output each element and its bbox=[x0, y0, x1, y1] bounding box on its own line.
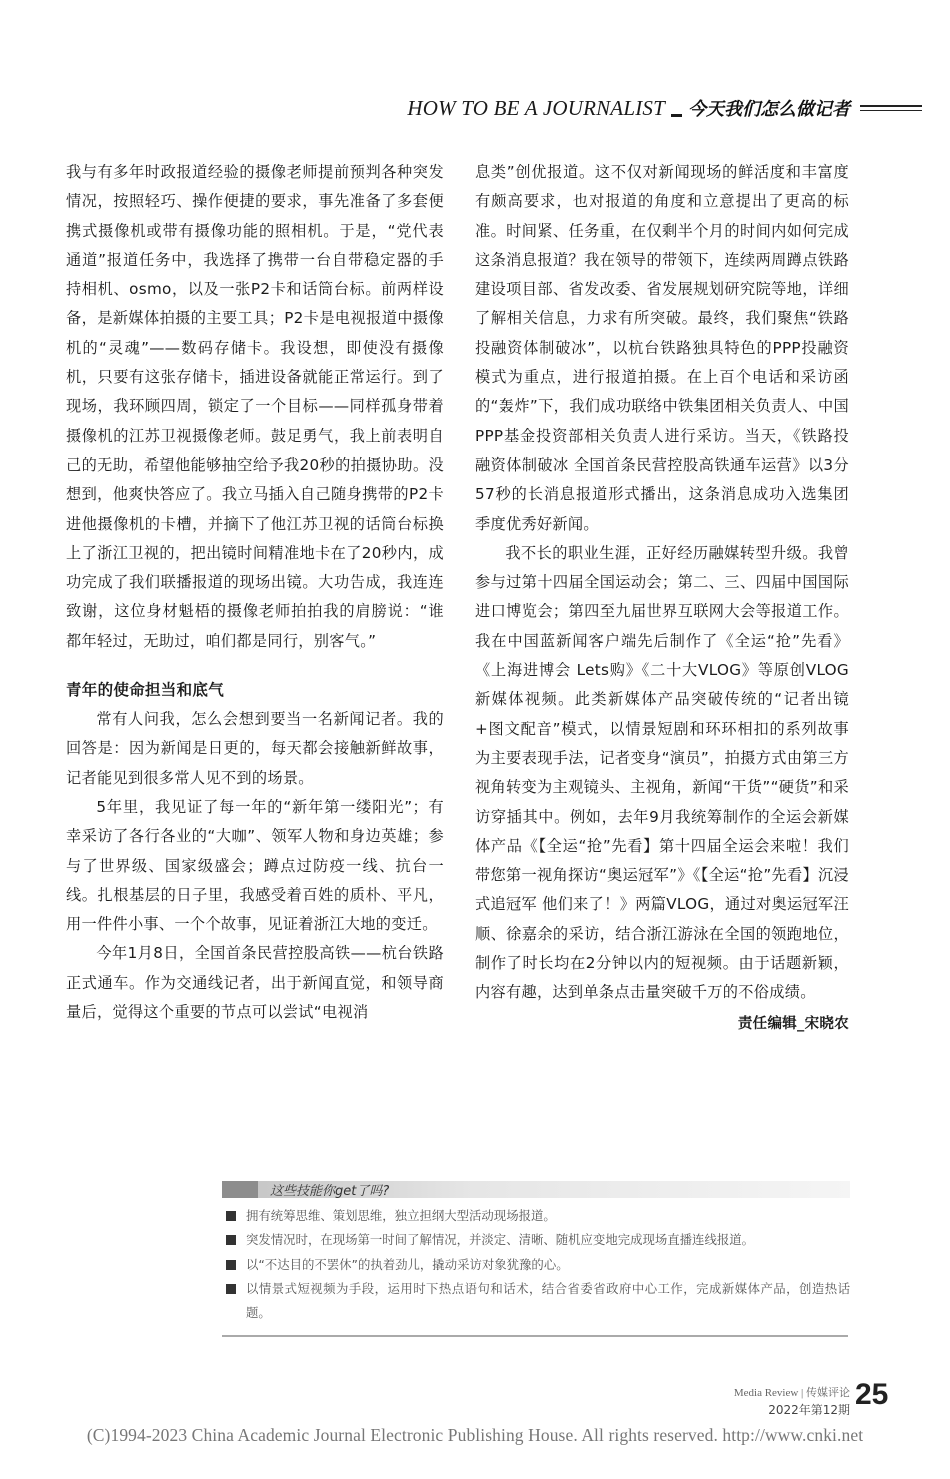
page-footer bbox=[734, 1384, 850, 1418]
skills-box bbox=[222, 1181, 850, 1337]
magazine-en: Media Review bbox=[733, 1387, 799, 1399]
paragraph: 常有人问我，怎么会想到要当一名新闻记者。我的回答是：因为新闻是日更的，每天都会接触新鲜故事，记者能见到很多常人见不到的场景。 bbox=[66, 710, 444, 787]
skill-text: 以“不达目的不罢休”的执着劲儿，撬动采访对象犹豫的心。 bbox=[246, 1256, 569, 1272]
header-english-title: HOW TO BE A JOURNALIST bbox=[407, 95, 665, 120]
list-item bbox=[222, 1253, 850, 1277]
skills-list bbox=[222, 1204, 850, 1325]
list-item bbox=[222, 1228, 850, 1252]
square-bullet-icon bbox=[226, 1284, 236, 1294]
running-header bbox=[407, 94, 922, 122]
skill-text: 以情景式短视频为手段，运用时下热点语句和话术，结合省委省政府中心工作，完成新媒体产品，创造热话题。 bbox=[246, 1280, 850, 1321]
skills-title-bar bbox=[222, 1181, 850, 1198]
editor-credit: 责任编辑_宋晓农 bbox=[737, 1015, 849, 1032]
header-chinese-title: 今天我们怎么做记者 bbox=[688, 99, 850, 120]
magazine-name: Media Review | 传媒评论 bbox=[733, 1387, 850, 1399]
list-item bbox=[222, 1204, 850, 1228]
divider bbox=[222, 1335, 848, 1337]
header-rule bbox=[860, 102, 922, 114]
right-column bbox=[475, 158, 849, 1039]
skill-text: 拥有统筹思维、策划思维，独立担纲大型活动现场报道。 bbox=[246, 1208, 556, 1223]
title-block-decoration bbox=[222, 1181, 258, 1198]
list-item bbox=[222, 1277, 850, 1326]
paragraph: 息类”创优报道。这不仅对新闻现场的鲜活度和丰富度有颇高要求，也对报道的角度和立意提出了更高的标准。时间紧、任务重，在仅剩半个月的时间内如何完成这条消息报道？我在领导的带领下，连续两周蹲点铁路建设项目部、省发改委、省发展规划研究院等地，详细了解相关信息，力求有所突破。最终，我们聚焦“铁路投融资体制破冰”，以杭台铁路独具特色的PPP投融资模式为重点，进行报道拍摄。在上百个电话和采访函的“轰炸”下，我们成功联络中铁集团相关负责人、中国PPP基金投资部相关负责人进行采访。当天，《铁路投融资体制破冰 全国首条民营控股高铁通车运营》以3分57秒的长消息报道形式播出，这条消息成功入选集团季度优秀好新闻。 bbox=[475, 163, 849, 533]
square-bullet-icon bbox=[226, 1211, 236, 1221]
paragraph: 我与有多年时政报道经验的摄像老师提前预判各种突发情况，按照轻巧、操作便捷的要求，事先准备了多套便携式摄像机或带有摄像功能的照相机。于是，“党代表通道”报道任务中，我选择了携带一台自带稳定器的手持相机、osmo，以及一张P2卡和话筒台标。前两样设备，是新媒体拍摄的主要工具；P2卡是电视报道中摄像机的“灵魂”——数码存储卡。我设想，即使没有摄像机，只要有这张存储卡，插进设备就能正常运行。到了现场，我环顾四周，锁定了一个目标——同样孤身带着摄像机的江苏卫视摄像老师。鼓足勇气，我上前表明自己的无助，希望他能够抽空给予我20秒的拍摄协助。没想到，他爽快答应了。我立马插入自己随身携带的P2卡进他摄像机的卡槽，并摘下了他江苏卫视的话筒台标换上了浙江卫视的，把出镜时间精准地卡在了20秒内，成功完成了我们联播报道的现场出镜。大功告成，我连连致谢，这位身材魁梧的摄像老师拍拍我的肩膀说：“谁都年轻过，无助过，咱们都是同行，别客气。” bbox=[66, 163, 444, 650]
paragraph: 我不长的职业生涯，正好经历融媒转型升级。我曾参与过第十四届全国运动会；第二、三、四届中国国际进口博览会；第四至九届世界互联网大会等报道工作。我在中国蓝新闻客户端先后制作了《全运“抢”先看》《上海进博会 Lets购》《二十大VLOG》等原创VLOG新媒体视频。此类新媒体产品突破传统的“记者出镜+图文配音”模式，以情景短剧和环环相扣的系列故事为主要表现手法，记者变身“演员”，拍摄方式由第三方视角转变为主观镜头、主视角，新闻“干货”“硬货”和采访穿插其中。例如，去年9月我统筹制作的全运会新媒体产品《【全运“抢”先看】第十四届全运会来啦！我们带您第一视角探访“奥运冠军”》《【全运“抢”先看】沉浸式追冠军 他们来了！》两篇VLOG，通过对奥运冠军汪顺、徐嘉余的采访，结合浙江游泳在全国的领跑地位，制作了时长均在2分钟以内的短视频。由于话题新颖，内容有趣，达到单条点击量突破千万的不俗成绩。 bbox=[475, 543, 849, 1002]
page-number: 25 bbox=[855, 1378, 889, 1411]
copyright-notice: (C)1994-2023 China Academic Journal Electronic Publishing House. All rights reserved. http://www.cnki.net bbox=[86, 1425, 864, 1445]
square-bullet-icon bbox=[226, 1235, 236, 1245]
issue-label: 2022年第12期 bbox=[768, 1403, 850, 1417]
paragraph: 今年1月8日，全国首条民营控股高铁——杭台铁路正式通车。作为交通线记者，出于新闻直觉，和领导商量后，觉得这个重要的节点可以尝试“电视消 bbox=[66, 944, 444, 1022]
square-bullet-icon bbox=[226, 1260, 236, 1270]
section-heading: 青年的使命担当和底气 bbox=[66, 681, 225, 700]
left-column bbox=[66, 158, 444, 1027]
skill-text: 突发情况时，在现场第一时间了解情况，并淡定、清晰、随机应变地完成现场直播连线报道。 bbox=[246, 1232, 755, 1248]
paragraph: 5年里，我见证了每一年的“新年第一缕阳光”；有幸采访了各行各业的“大咖”、领军人物和身边英雄；参与了世界级、国家级盛会；蹲点过防疫一线、抗台一线。扎根基层的日子里，我感受着百姓的质朴、平凡，用一件件小事、一个个故事，见证着浙江大地的变迁。 bbox=[66, 797, 444, 934]
header-underscore bbox=[671, 114, 682, 117]
skills-title: 这些技能你get了吗? bbox=[270, 1184, 390, 1199]
magazine-cn: 传媒评论 bbox=[806, 1387, 850, 1399]
